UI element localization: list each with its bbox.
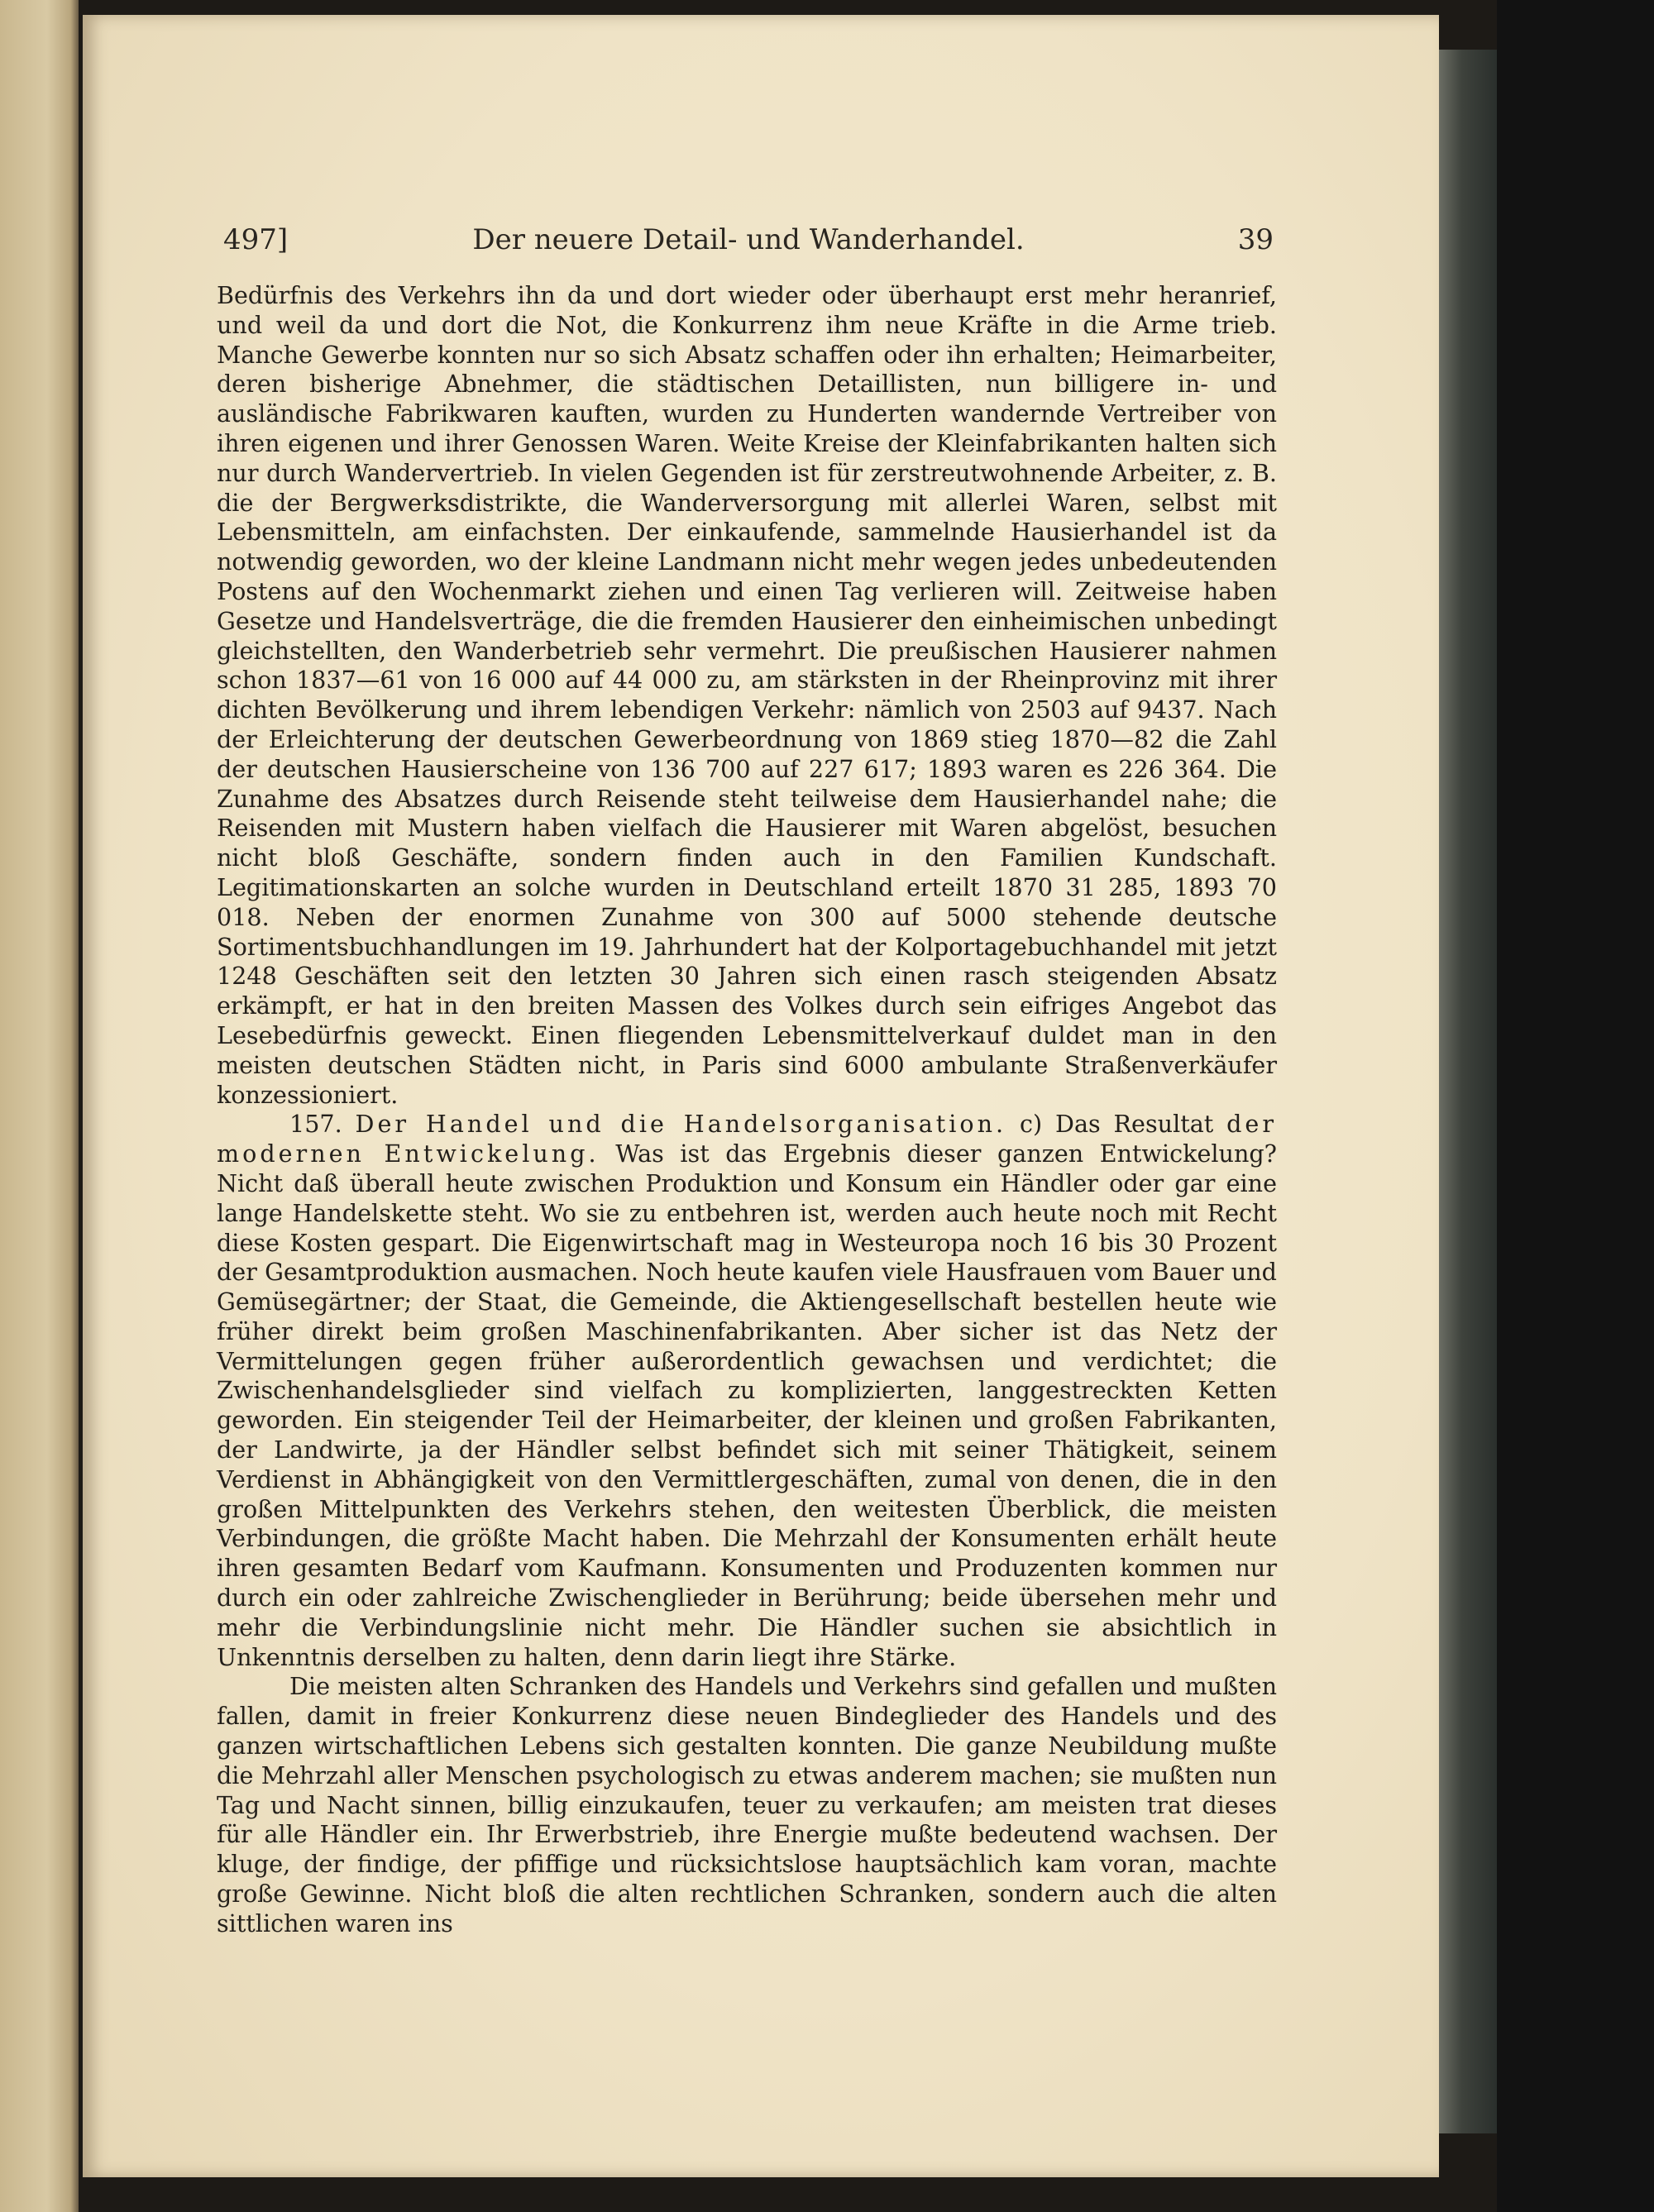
subsection-label: c) Das Resultat	[1019, 1110, 1214, 1139]
page-number: 39	[1237, 223, 1274, 256]
book-spine	[1439, 50, 1497, 2133]
running-title: Der neuere Detail- und Wanderhandel.	[472, 223, 1025, 256]
paragraph-1: Bedürfnis des Verkehrs ihn da und dort wieder oder überhaupt erst mehr heranrief, und weil da und dort die Not, die Konkurrenz ihm neue Kräfte in die Arme trieb. Manche Gewerbe konnten nur so sich Absatz schaffen oder ihn erhalten; Heimarbeiter, deren bisherige Abnehmer, die städtischen Detaillisten, nun billigere in- und ausländische Fabrikwaren kauften, wurden zu Hunderten wandernde Vertreiber von ihren eigenen und ihrer Genossen Waren. Weite Kreise der Kleinfabrikanten halten sich nur durch Wandervertrieb. In vielen Gegenden ist für zerstreutwohnende Arbeiter, z. B. die der Bergwerksdistrikte, die Wanderversorgung mit allerlei Waren, selbst mit Lebensmitteln, am einfachsten. Der einkaufende, sammelnde Hausierhandel ist da notwendig geworden, wo der kleine Landmann nicht mehr wegen jedes unbedeutenden Postens auf den Wochenmarkt ziehen und einen Tag verlieren will. Zeitweise haben Gesetze und Handelsverträge, die die fremden Hausierer den einheimischen unbedingt gleichstellten, den Wanderbetrieb sehr vermehrt. Die preußischen Hausierer nahmen schon 1837—61 von 16 000 auf 44 000 zu, am stärksten in der Rheinprovinz mit ihrer dichten Bevölkerung und ihrem lebendigen Verkehr: nämlich von 2503 auf 9437. Nach der Erleichterung der deutschen Gewerbeordnung von 1869 stieg 1870—82 die Zahl der deutschen Hausierscheine von 136 700 auf 227 617; 1893 waren es 226 364. Die Zunahme des Absatzes durch Reisende steht teilweise dem Hausierhandel nahe; die Reisenden mit Mustern haben vielfach die Hausierer mit Waren abgelöst, besuchen nicht bloß Geschäfte, sondern finden auch in den Familien Kundschaft. Legitimationskarten an solche wurden in Deutschland erteilt 1870 31 285, 1893 70 018. Neben der enormen Zunahme von 300 auf 5000 stehende deutsche Sortimentsbuchhandlungen im 19. Jahrhundert hat der Kolportagebuchhandel mit jetzt 1248 Geschäften seit den letzten 30 Jahren sich einen rasch steigenden Absatz erkämpft, er hat in den breiten Massen des Volkes durch sein eifriges Angebot das Lesebedürfnis geweckt. Einen fliegenden Lebensmittelverkauf duldet man in den meisten deutschen Städten nicht, in Paris sind 6000 ambulante Straßenverkäufer konzessioniert.	[217, 281, 1277, 1109]
facing-page-edge	[0, 0, 79, 2212]
section-number: 157.	[289, 1110, 342, 1139]
paragraph-2-text: Was ist das Ergebnis dieser ganzen Entwickelung? Nicht daß überall heute zwischen Produktion und Konsum ein Händler oder gar eine lange Handelskette steht. Wo sie zu entbehren ist, werden auch heute noch mit Recht diese Kosten gespart. Die Eigenwirtschaft mag in Westeuropa noch 16 bis 30 Prozent der Gesamtproduktion ausmachen. Noch heute kaufen viele Hausfrauen vom Bauer und Gemüsegärtner; der Staat, die Gemeinde, die Aktiengesellschaft bestellen heute wie früher direkt beim großen Maschinenfabrikanten. Aber sicher ist das Netz der Vermittelungen gegen früher außerordentlich gewachsen und verdichtet; die Zwischenhandelsglieder sind vielfach zu komplizierten, langgestreckten Ketten geworden. Ein steigender Teil der Heimarbeiter, der kleinen und großen Fabrikanten, der Landwirte, ja der Händler selbst befindet sich mit seiner Thätigkeit, seinem Verdienst in Abhängigkeit von den Vermittlergeschäften, zumal von denen, die in den großen Mittelpunkten des Verkehrs stehen, den weitesten Überblick, die meisten Verbindungen, die größte Macht haben. Die Mehrzahl der Konsumenten erhält heute ihren gesamten Bedarf vom Kaufmann. Konsumenten und Produzenten kommen nur durch ein oder zahlreiche Zwischenglieder in Berührung; beide übersehen mehr und mehr die Verbindungslinie nicht mehr. Die Händler suchen sie absichtlich in Unkenntnis derselben zu halten, denn darin liegt ihre Stärke.	[217, 1139, 1278, 1671]
paragraph-2	[217, 1110, 1277, 1672]
body-text	[217, 281, 1277, 1939]
page-reference: 497]	[223, 223, 289, 256]
paragraph-3: Die meisten alten Schranken des Handels und Verkehrs sind gefallen und mußten fallen, damit in freier Konkurrenz diese neuen Bindeglieder des Handels und des ganzen wirtschaftlichen Lebens sich gestalten konnten. Die ganze Neubildung mußte die Mehrzahl aller Menschen psychologisch zu etwas anderem machen; sie mußten nun Tag und Nacht sinnen, billig einzukaufen, teuer zu verkaufen; am meisten trat dieses für alle Händler ein. Ihr Erwerbstrieb, ihre Energie mußte bedeutend wachsen. Der kluge, der findige, der pfiffige und rücksichtslose hauptsächlich kam voran, machte große Gewinne. Nicht bloß die alten rechtlichen Schranken, sondern auch die alten sittlichen waren ins	[217, 1672, 1277, 1937]
subsection-title: der modernen Entwickelung.	[217, 1110, 1278, 1168]
book-binding	[1497, 0, 1654, 2212]
running-header	[223, 223, 1274, 273]
section-title: Der Handel und die Handelsorganisation.	[355, 1110, 1007, 1139]
